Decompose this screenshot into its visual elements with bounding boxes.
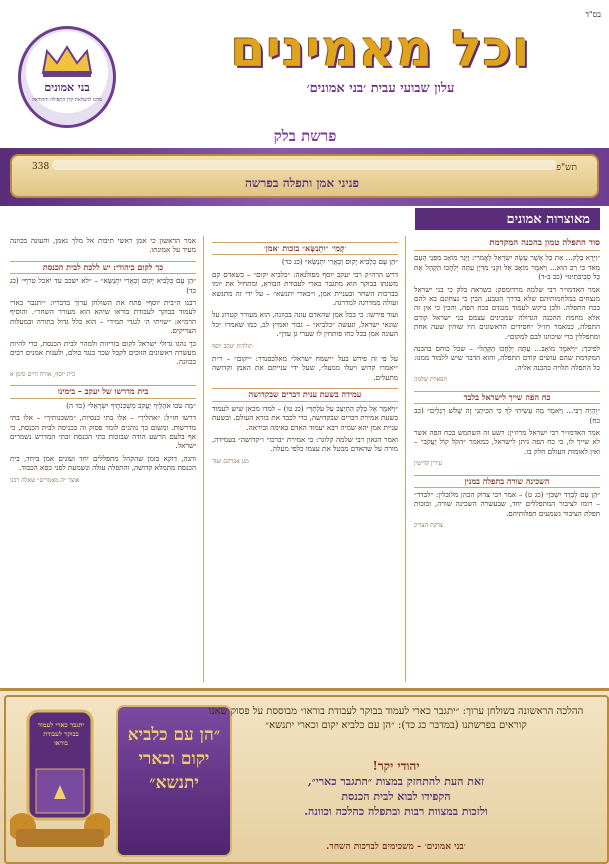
article-paragraph: ״וְהָיָה רַבִּי... וַיֹּאמֶר מָה עָשִׂיתִי לְךָ כִּי הִכִּיתַנִי זֶה שָׁלֹשׁ רְגָלִים״ (כב כח) [414,406,600,425]
column-divider [405,236,406,682]
cta-main: זאת העת להתחזק במצות ״התגבר כארי״, [307,775,485,788]
article-paragraph: ״וַיֵּרָא בָלָק... אֵת כָּל אֲשֶׁר עָשָׂה יִשְׂרָאֵל לָאֱמֹרִי: וַיָּגָר מוֹאָב מִפְּנֵי הָעָם מְאֹד כִּי רַב הוּא... וַיֹּאמֶר מוֹאָב אֶל זִקְנֵי מִדְיָן עַתָּה יְלַחֲכוּ הַקָּהָל אֶת כָּל סְבִיבֹתֵינוּ״ (כב ב-ד) [414,253,600,282]
newsletter-subtitle: עלון שבועי עבית ׳בני אמונים׳ [306,81,455,96]
article-paragraph: ״הֵן עָם לְבָדָד יִשְׁכֹּן״ (כג ט) – אמר רבי צדוק הכהן מלובלין: ״לבדד״ – רומז לציבור המתפללים יחד, שבעשרה השכינה שורה, ובזכות תפלת הציבור נשמעים תפלותיהם. [414,489,600,518]
article-paragraph: ״הֵן עָם כְּלָבִיא יָקוּם וְכַאֲרִי יִתְנַשָּׂא״ – ״לא ישכב עד יאכל טרף״ (כג כד) [10,276,196,295]
source-citation: בית יוסף, אורח חיים סימן א [10,370,75,378]
source-citation: מגן אברהם ועוד [212,457,249,465]
masthead [0,0,609,150]
newsletter-title: וכל מאמינים [230,20,531,78]
ark-label: יתגבר כארי לעמוד בבוקר לעבודת בוראו [37,721,85,747]
article-paragraph: אמר האדמו״ר רבי ישראל מרוז׳ין: רשע זה השתמש בכח הפה אשר לא שייך לו, כי כח הפה ניתן לישראל, כמאמר ״הקֹל קוֹל יַעֲקֹב״ – ואין לאומות העולם חלק בו. [414,427,600,456]
parasha-ribbon [80,126,530,150]
source-citation: תפארת שלמה [414,376,447,384]
article-paragraph: והנה, דוקא בזמן שהקהל מתפללים יחד ועונים אמן ביחד, בית הכנסת מתמלא קדושה, והתפלה עולה ונשמעת לפני כסא הכבוד. [10,453,196,473]
column-left [10,236,196,686]
source-citation: עירין קדישין [414,460,442,468]
logo-tagline: מרכז להעלאת קרן התפילה וההודאה [31,97,103,103]
article-paragraph: דרש הרה״ק רבי יעקב יוסף מפולנאה: ״כלביא יקום״ – כשאדם קם משנתו בבוקר הוא מתגבר כארי לעבודת הבורא, ומתחיל את יומו בברכות השחר ובעניית אמן, ו״כארי יתנשא״ – על ידי זה מתנשא ועולה ממדרגה למדרגה. [212,269,398,308]
article-heading: כך לקום כיהודי: יש ללכת לבית הכנסת [10,261,196,274]
footer-lead-text: ההלכה הראשונה בשולחן ערוך: ״יתגבר כארי לעמוד בבוקר לעבודת בוראו״ מבוססת על פסוק שאנו קוראים בפרשתנו (במדבר כג כד): ״הן עם כלביא יקום וכארי יתנשא״ [208,706,584,731]
cta-intro: יהודי יקר! [372,759,420,773]
source-citation: אוצר ״ה מאמרים״ שאלה רבנו [10,476,80,484]
issue-year: תש"פ [556,163,577,173]
parasha-title: פרשת בלק [273,127,337,145]
logo-name: בני אמונים [44,81,90,94]
crown-icon [39,43,95,79]
masthead-title-block [178,18,583,102]
source-citation: תולדות יעקב יוסף [212,342,253,350]
article-intro: אמר הראשון כי אמן ראשי תיבות אל מלך נאמן, והעונה בכוונה מעיד על אמונתו. [10,236,196,255]
article-heading: עמידה בשעת ענית דברים שבקדושה [212,388,398,401]
article-heading: בית מדרשו של יעקב – בימינו [10,385,196,398]
footer-signoff: ׳בני אמונים׳ – משכימים לברכות השחר. [326,842,466,852]
organization-logo [18,26,116,128]
title-band-panel [12,156,597,196]
footer-banner [0,688,609,864]
article-body [10,208,600,686]
article-heading: סוד התפלה טמון בהכנה המקדמת [414,239,600,251]
quote-text: ״הן עם כלביא יקום וכארי יתנשא״ [127,725,221,793]
band-gloss [52,160,557,170]
article-paragraph: אמר האדמו״ר רבי שלמה מרדומסק: כשראה בלק כי בני ישראל מנצחים במלחמותיהם שלא בדרך הטבע, הבין כי נצחונם בא להם בכח התפלה. ולכן ביקש לעמוד מנגדם בכח הפה, והבין כי אין זה אלא מחמת ההכנה הגדולה שמכינים עצמם בני ישראל קודם התפלה, כמאמר חז״ל ״חסידים הראשונים היו שוהין שעה אחת ומתפללין כדי שיכוונו לבם למקום״. [414,284,600,341]
article-paragraph: ועוד פירשו: כי בכל אמן שהאדם עונה בכוונה, הוא מעורר קטרוג על שונאי ישראל, ונעשה ״כלביא״ – גבור ואמיץ לב, כמו שאמרו ״כל העונה אמן בכל כחו פותחין לו שערי גן עדן״. [212,310,398,339]
article-paragraph: כך נהגו גדולי ישראל לקום בזריזות ולמהר לבית הכנסת, כדי להיות מעשרה ראשונים הזוכים לקבל שכר כנגד כולם, ולענות אמנים רבים בכוונה. [10,338,196,367]
bsd-mark: בס"ד [585,10,601,19]
torah-ark-illustration [10,703,110,855]
article-heading: השכינה שורה בתפלה במנין [414,475,600,488]
issue-number: 338 [32,162,50,172]
section-header [415,208,600,230]
section-strip-title: פניני אמן ותפלה בפרשה [244,176,360,190]
cta-line: ולזכות במצוות רבות ובתפלה כהלכה וכוונה. [304,805,488,818]
column-middle [212,236,398,686]
article-paragraph: על פי זה פירש בעל ״ישמח ישראל״ מאלכסנדר: ״יקום״ – ר״ת ״יאמרו קדוש ויעלו ממעל״, שעל ידי ענייתם את האמן וקדושה מתעלים. [212,354,398,382]
article-paragraph: לפיכך: ״וַיֹּאמֶר מוֹאָב... עַתָּה יְלַחֲכוּ הַקָּהָל״ – שכל כוחם בהכנה המקדמת שהם עושים קודם התפלה, והוא הדבר שיש ללמוד ממנו: כל התפלה תלויה בהכנה אליה. [414,344,600,372]
title-band [0,148,609,206]
article-paragraph: דרשו חז״ל: ״אהליך״ – אלו בתי כנסיות, ״משכנותיך״ – אלו בתי מדרשות. ומשום כך נוהגים לומר פסוק זה בכניסה לבית הכנסת, כי אף בלעם הרשע הודה שבזכות בתי הכנסת ובתי המדרש נשמרים ישראל. [10,413,196,451]
column-divider [203,236,204,682]
article-paragraph: ״וַיֹּאמֶר אֶל בָּלָק הִתְיַצֵּב עַל עֹלָתֶךָ״ (כג טו) – למדו מכאן שיש לעמוד בשעת אמירת דברים שבקדושה, כדי לכבד את בורא העולם. ובשעת עניית אמן יהא שמיה רבא יעמוד האדם באימה וביראה. [212,403,398,432]
footer-call-to-action [196,759,596,819]
article-paragraph: רבנו ה״בית יוסף״ פתח את השולחן ערוך בדבריו: ״יתגבר כארי לעמוד בבוקר לעבודת בוראו שיהא הוא מעורר השחר״. והוסיף הרמ״א: ״שויתי ה׳ לנגדי תמיד״ – הוא כלל גדול בתורה ובמעלות הצדיקים. [10,298,196,336]
column-right [414,236,600,686]
article-paragraph: ״מַה טֹּבוּ אֹהָלֶיךָ יַעֲקֹב מִשְׁכְּנֹתֶיךָ יִשְׂרָאֵל״ (כד ה) [66,400,196,410]
article-heading: כח הפה שייך לישראל בלבד [414,391,600,404]
cta-line: הקפידו לבוא לבית הכנסת [341,790,451,803]
article-paragraph: ״הֵן עָם כְּלָבִיא יָקוּם וְכַאֲרִי יִתְנַשָּׂא״ (כג כד) [281,257,398,267]
section-title: מאוצרות אמונים [506,212,590,227]
source-citation: צדקת הצדיק [414,522,444,530]
article-paragraph: ואמר הגאון רבי שלמה קלוגר: כי אמירת ״ברכו״ ו״קדושה״ בעמידה, מורה על שהאדם מבטל את עצמו כלפי מעלה. [212,434,398,454]
article-heading: ׳קָמֵי׳ ״יִתְנַשָּׂא״ בזכות ׳אמן׳ [212,242,398,255]
